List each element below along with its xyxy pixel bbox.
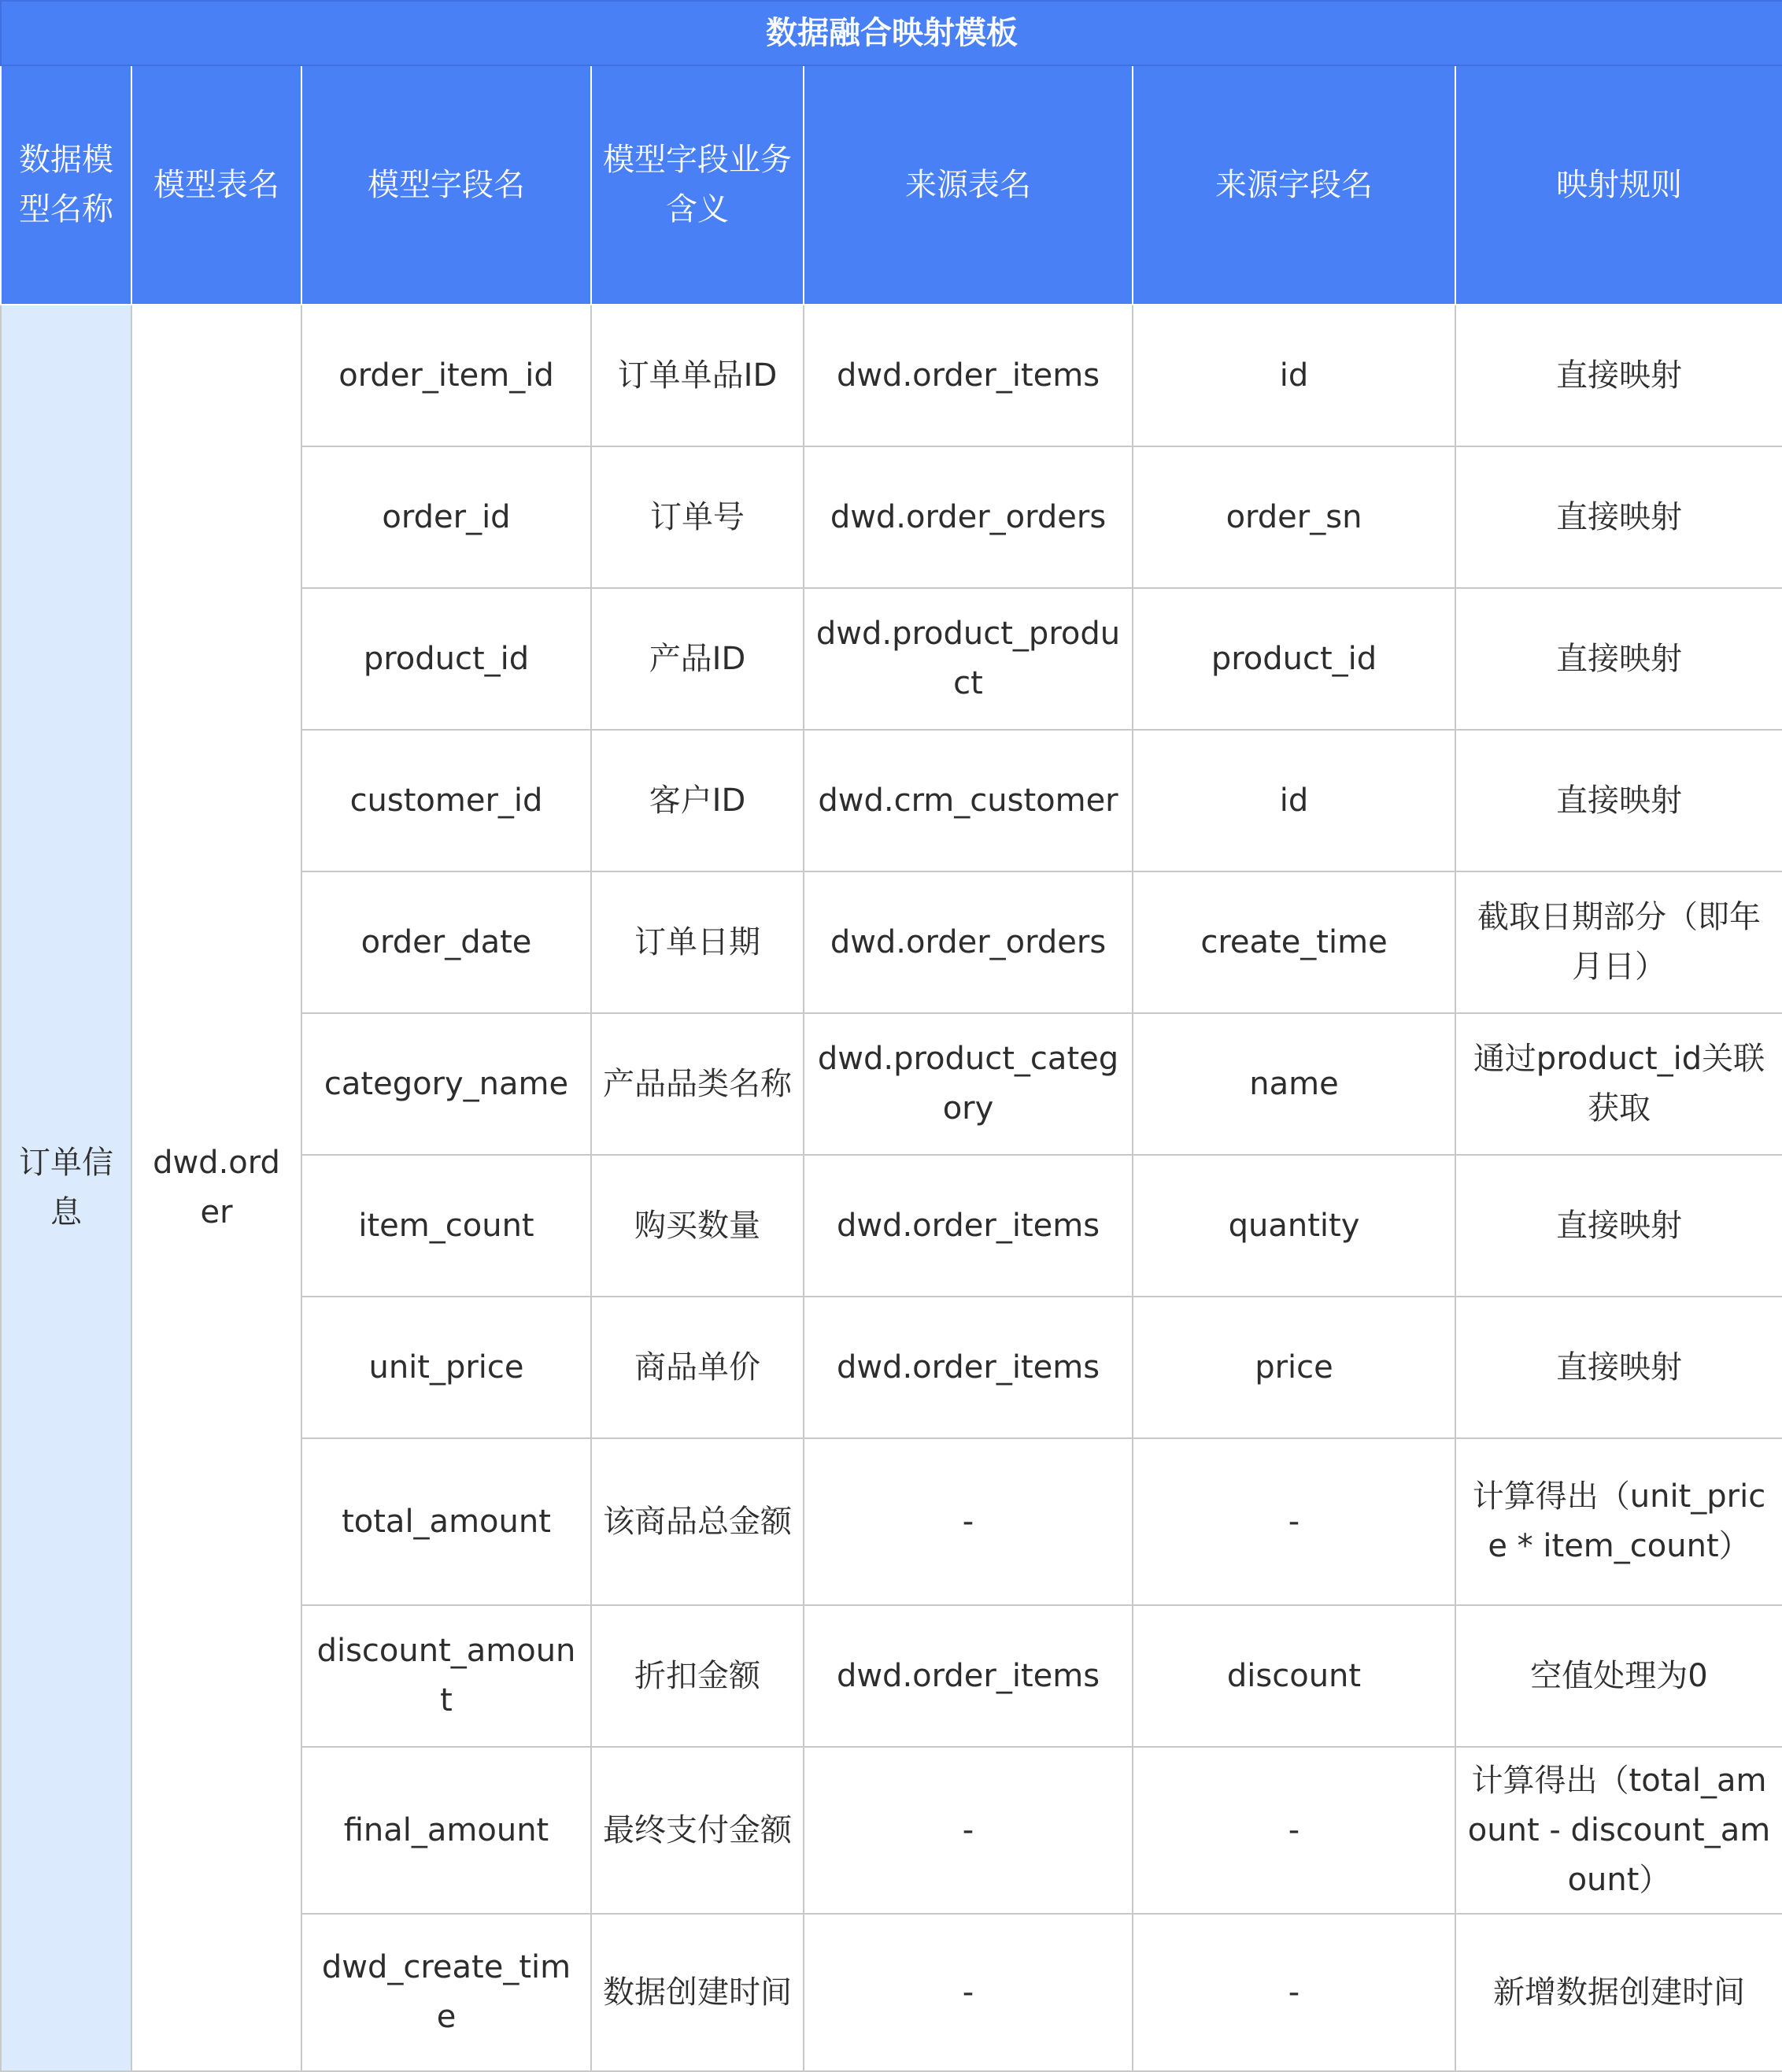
source-field-cell: - [1133, 1914, 1455, 2071]
field-name-cell: final_amount [301, 1747, 591, 1914]
source-table-cell: dwd.order_orders [804, 446, 1133, 588]
source-field-cell: discount [1133, 1605, 1455, 1747]
source-table-cell: dwd.product_category [804, 1013, 1133, 1155]
field-name-cell: discount_amount [301, 1605, 591, 1747]
field-meaning-cell: 客户ID [591, 730, 804, 871]
field-name-cell: unit_price [301, 1297, 591, 1438]
header-model-name: 数据模型名称 [1, 65, 131, 305]
mapping-rule-cell: 新增数据创建时间 [1455, 1914, 1782, 2071]
field-meaning-cell: 产品品类名称 [591, 1013, 804, 1155]
field-name-cell: total_amount [301, 1438, 591, 1605]
source-table-cell: dwd.order_items [804, 1297, 1133, 1438]
field-name-cell: item_count [301, 1155, 591, 1297]
field-name-cell: order_date [301, 871, 591, 1013]
field-meaning-cell: 订单号 [591, 446, 804, 588]
source-table-cell: dwd.order_orders [804, 871, 1133, 1013]
title-row [1, 1, 1782, 65]
header-model-table: 模型表名 [131, 65, 301, 305]
mapping-rule-cell: 计算得出（unit_price * item_count） [1455, 1438, 1782, 1605]
mapping-rule-cell: 直接映射 [1455, 305, 1782, 446]
source-field-cell: id [1133, 730, 1455, 871]
model-table-cell: dwd.order [131, 305, 301, 2071]
source-table-cell: dwd.order_items [804, 305, 1133, 446]
field-meaning-cell: 商品单价 [591, 1297, 804, 1438]
field-name-cell: order_id [301, 446, 591, 588]
table-title: 数据融合映射模板 [1, 1, 1782, 65]
source-field-cell: id [1133, 305, 1455, 446]
mapping-rule-cell: 截取日期部分（即年月日） [1455, 871, 1782, 1013]
mapping-rule-cell: 直接映射 [1455, 1297, 1782, 1438]
header-row [1, 65, 1782, 305]
field-name-cell: product_id [301, 588, 591, 730]
field-name-cell: customer_id [301, 730, 591, 871]
mapping-rule-cell: 计算得出（total_amount - discount_amount） [1455, 1747, 1782, 1914]
field-meaning-cell: 折扣金额 [591, 1605, 804, 1747]
header-mapping-rule: 映射规则 [1455, 65, 1782, 305]
mapping-rule-cell: 直接映射 [1455, 730, 1782, 871]
source-table-cell: - [804, 1438, 1133, 1605]
source-table-cell: - [804, 1914, 1133, 2071]
field-meaning-cell: 最终支付金额 [591, 1747, 804, 1914]
source-table-cell: dwd.order_items [804, 1605, 1133, 1747]
header-field-meaning: 模型字段业务含义 [591, 65, 804, 305]
field-meaning-cell: 该商品总金额 [591, 1438, 804, 1605]
field-name-cell: category_name [301, 1013, 591, 1155]
mapping-rule-cell: 直接映射 [1455, 1155, 1782, 1297]
table-row [1, 305, 1782, 446]
source-field-cell: name [1133, 1013, 1455, 1155]
source-table-cell: dwd.product_product [804, 588, 1133, 730]
header-model-field: 模型字段名 [301, 65, 591, 305]
header-source-field: 来源字段名 [1133, 65, 1455, 305]
field-meaning-cell: 产品ID [591, 588, 804, 730]
field-meaning-cell: 订单单品ID [591, 305, 804, 446]
source-table-cell: - [804, 1747, 1133, 1914]
source-field-cell: product_id [1133, 588, 1455, 730]
mapping-rule-cell: 空值处理为0 [1455, 1605, 1782, 1747]
field-meaning-cell: 订单日期 [591, 871, 804, 1013]
source-field-cell: quantity [1133, 1155, 1455, 1297]
model-name-cell: 订单信息 [1, 305, 131, 2071]
field-meaning-cell: 数据创建时间 [591, 1914, 804, 2071]
source-table-cell: dwd.crm_customer [804, 730, 1133, 871]
header-source-table: 来源表名 [804, 65, 1133, 305]
mapping-rule-cell: 通过product_id关联获取 [1455, 1013, 1782, 1155]
source-field-cell: - [1133, 1747, 1455, 1914]
mapping-rule-cell: 直接映射 [1455, 446, 1782, 588]
source-field-cell: - [1133, 1438, 1455, 1605]
field-name-cell: order_item_id [301, 305, 591, 446]
source-field-cell: create_time [1133, 871, 1455, 1013]
source-field-cell: order_sn [1133, 446, 1455, 588]
field-name-cell: dwd_create_time [301, 1914, 591, 2071]
source-field-cell: price [1133, 1297, 1455, 1438]
mapping-rule-cell: 直接映射 [1455, 588, 1782, 730]
source-table-cell: dwd.order_items [804, 1155, 1133, 1297]
field-meaning-cell: 购买数量 [591, 1155, 804, 1297]
